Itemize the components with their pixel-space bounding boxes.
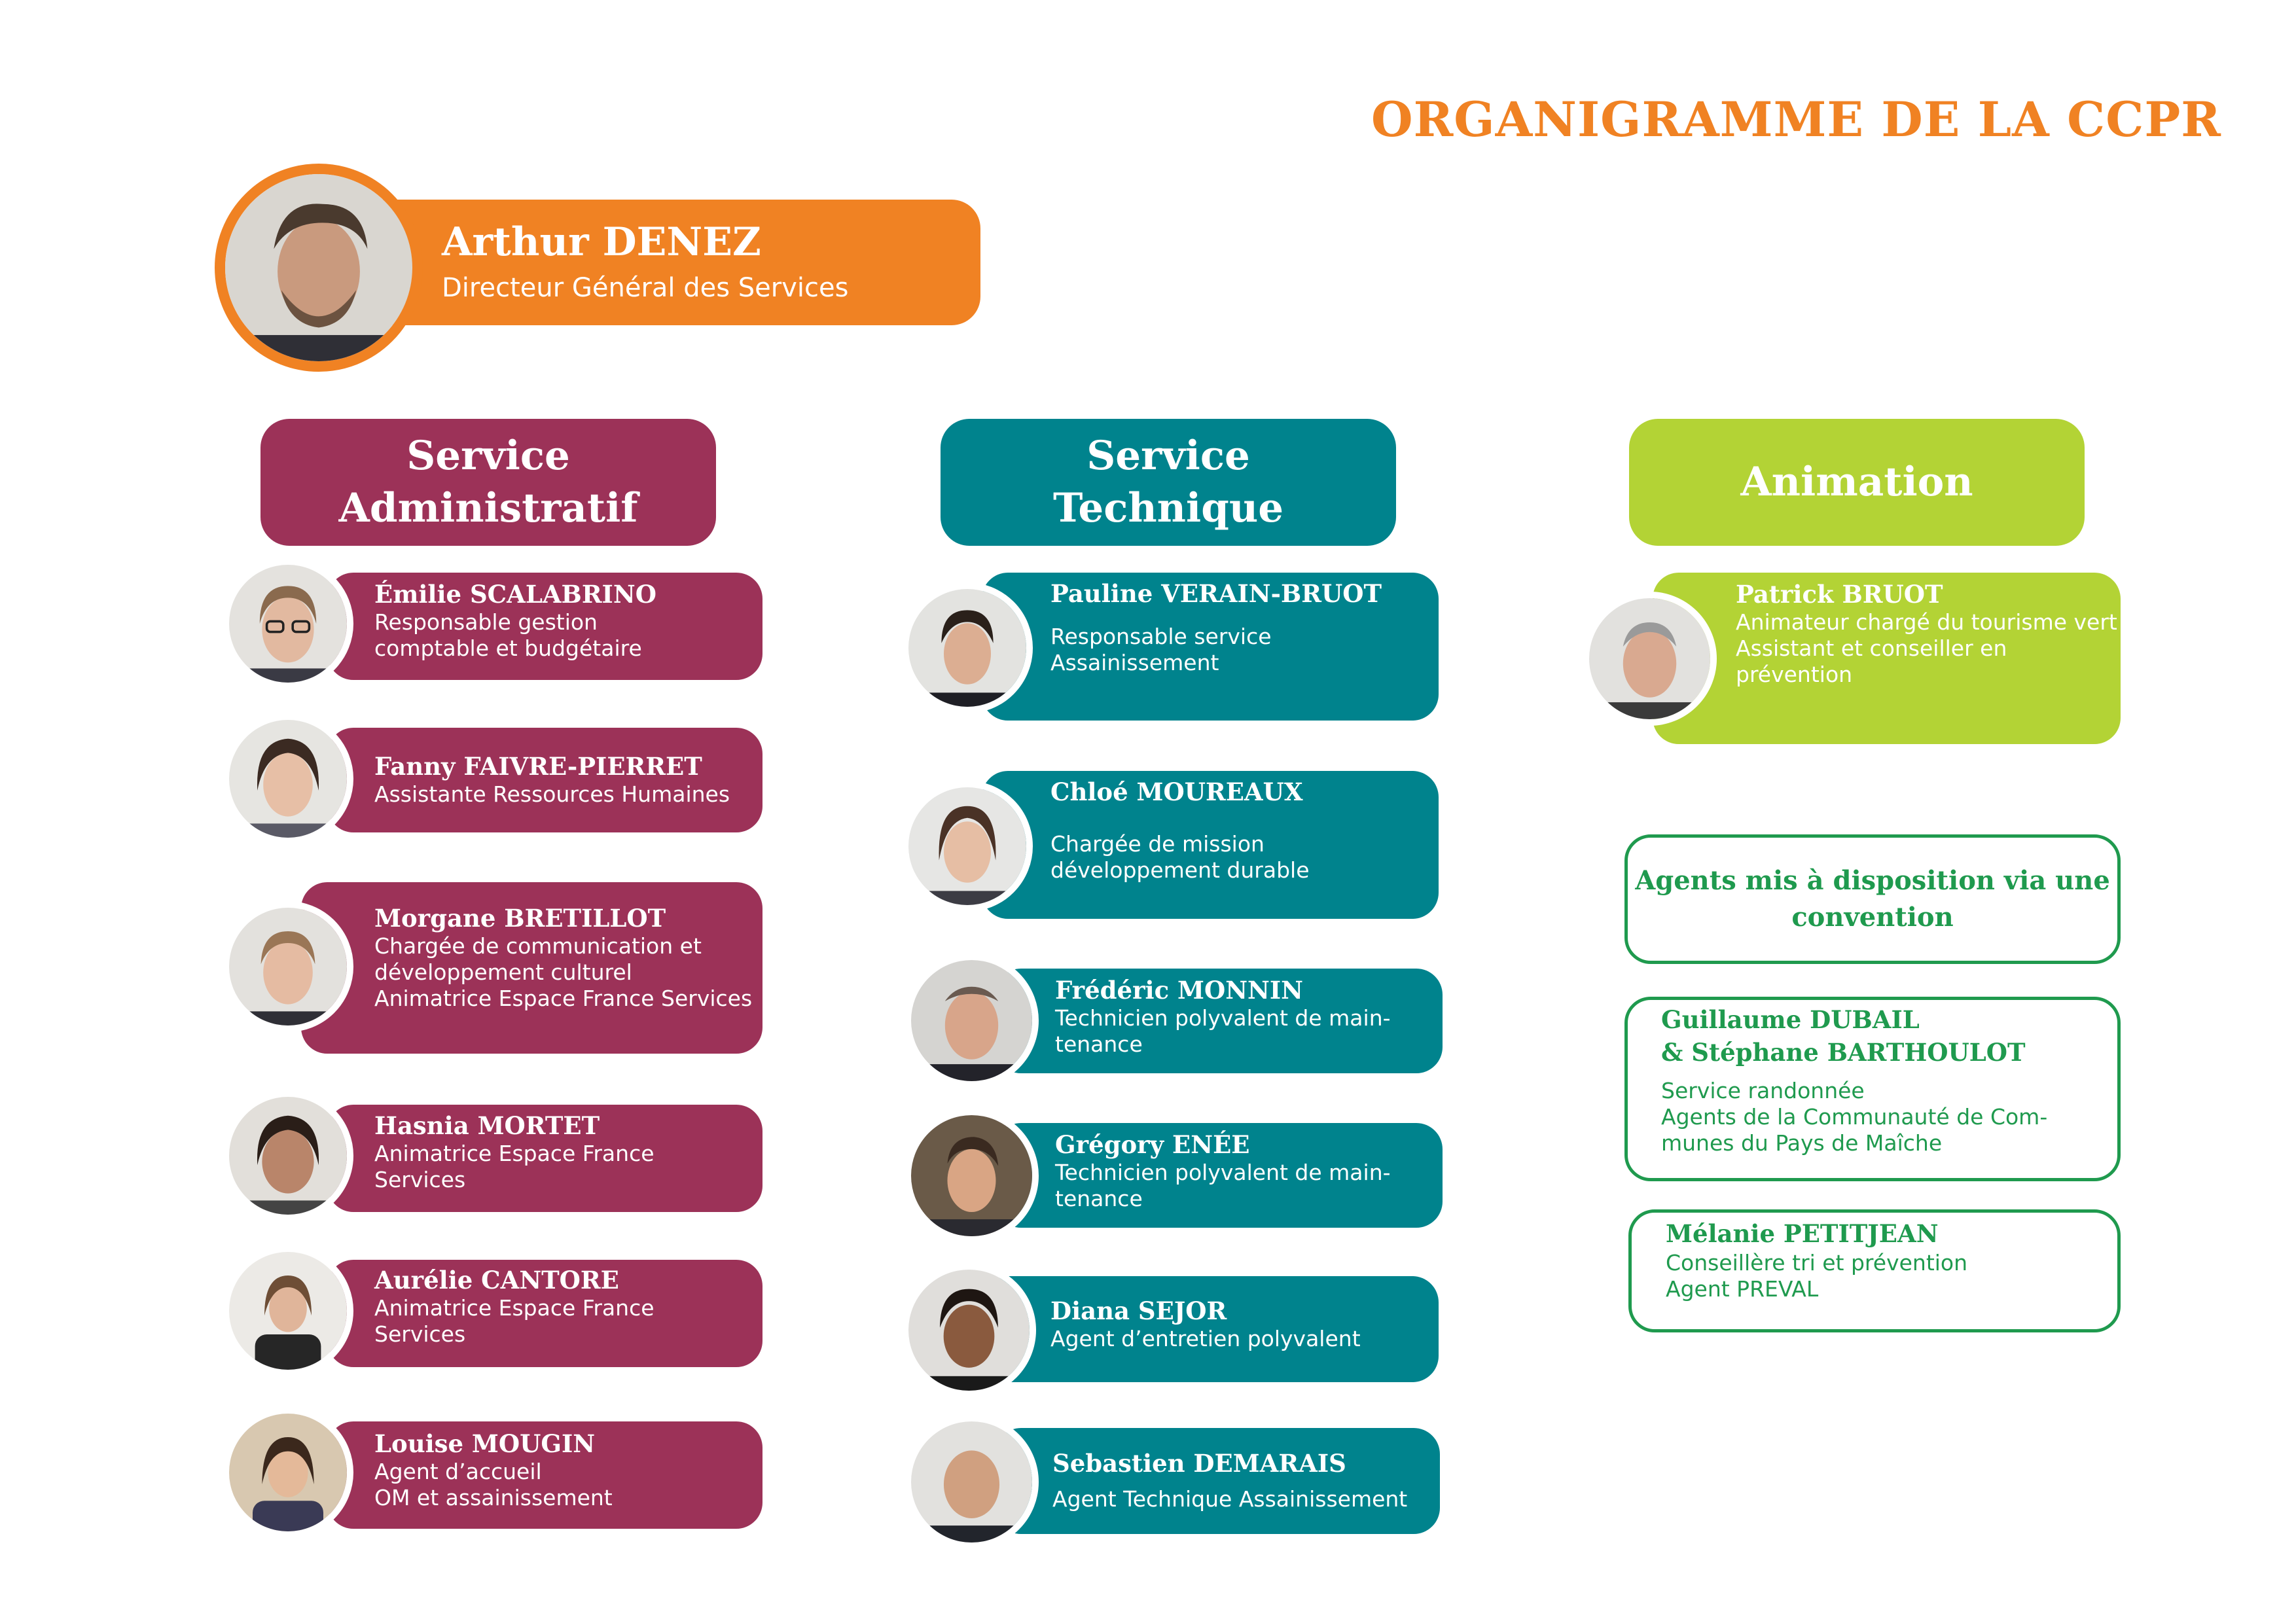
member-name: Sebastien DEMARAIS xyxy=(1052,1449,1346,1478)
member-role: prévention xyxy=(1736,662,1853,687)
member-photo xyxy=(223,901,353,1032)
member-text xyxy=(1050,1296,1361,1352)
header-service-technique xyxy=(941,419,1396,546)
member-photo xyxy=(902,582,1033,713)
header-line1: Animation xyxy=(1740,459,1973,505)
director-name: Arthur DENEZ xyxy=(442,219,761,265)
member-role: Agent Technique Assainissement xyxy=(1052,1486,1408,1512)
member-text xyxy=(1050,578,1382,676)
member-role: Responsable service xyxy=(1050,624,1272,649)
convention-header-box xyxy=(1624,834,2121,964)
member-role: OM et assainissement xyxy=(374,1485,613,1510)
member-text xyxy=(374,751,730,808)
member-photo xyxy=(1583,592,1717,726)
member-role: Technicien polyvalent de main- xyxy=(1055,1005,1391,1031)
member-name: Louise MOUGIN xyxy=(374,1429,596,1458)
header-service-administratif xyxy=(260,419,716,546)
member-photo xyxy=(223,1090,353,1221)
member-name: Frédéric MONNIN xyxy=(1055,976,1303,1005)
member-photo xyxy=(223,1245,353,1376)
member-name: Pauline VERAIN-BRUOT xyxy=(1050,579,1382,608)
member-photo xyxy=(223,713,353,844)
member-role: Responsable gestion xyxy=(374,609,598,635)
member-photo xyxy=(902,781,1033,912)
convention-group-name: Guillaume DUBAIL xyxy=(1661,1005,1920,1034)
member-photo xyxy=(902,1263,1036,1397)
convention-group-text xyxy=(1666,1217,1967,1302)
member-role: Services xyxy=(374,1321,466,1347)
convention-group-role: Service randonnée xyxy=(1661,1078,1865,1103)
member-name: Patrick BRUOT xyxy=(1736,580,1943,609)
member-name: Aurélie CANTORE xyxy=(374,1266,619,1294)
member-role: Technicien polyvalent de main- xyxy=(1055,1160,1391,1185)
member-role: Assistant et conseiller en xyxy=(1736,635,2007,661)
convention-group-role: munes du Pays de Maîche xyxy=(1661,1130,1943,1156)
header-line1: Service xyxy=(1086,433,1250,479)
member-photo xyxy=(905,1415,1039,1549)
header-line2: Administratif xyxy=(338,485,638,531)
member-name: Émilie SCALABRINO xyxy=(374,580,656,609)
member-text xyxy=(1055,975,1391,1058)
member-role: comptable et budgétaire xyxy=(374,635,642,661)
header-animation xyxy=(1629,419,2085,546)
member-role: développement durable xyxy=(1050,857,1310,883)
convention-group-name: & Stéphane BARTHOULOT xyxy=(1661,1038,2026,1067)
convention-group-role: Conseillère tri et prévention xyxy=(1666,1250,1968,1275)
member-photo xyxy=(223,1407,353,1538)
member-role: Assainissement xyxy=(1050,650,1219,675)
member-text xyxy=(374,579,656,662)
convention-group-role: Agents de la Communauté de Com- xyxy=(1661,1104,2048,1130)
director-text xyxy=(442,216,848,308)
member-name: Hasnia MORTET xyxy=(374,1111,600,1140)
member-role: Animateur chargé du tourisme vert xyxy=(1736,609,2117,635)
member-name: Chloé MOUREAUX xyxy=(1050,777,1303,806)
member-photo xyxy=(223,558,353,689)
member-text xyxy=(1052,1448,1407,1512)
page-title: ORGANIGRAMME DE LA CCPR xyxy=(1371,92,2221,148)
member-role: Services xyxy=(374,1167,466,1192)
member-photo xyxy=(905,1109,1039,1243)
member-name: Fanny FAIVRE-PIERRET xyxy=(374,752,702,781)
member-text xyxy=(374,903,752,1012)
member-role: Animatrice Espace France xyxy=(374,1295,655,1321)
header-line2: Technique xyxy=(1052,485,1284,531)
member-text xyxy=(374,1111,655,1193)
convention-group-name: Mélanie PETITJEAN xyxy=(1666,1219,1939,1248)
member-role: Chargée de communication et xyxy=(374,933,702,959)
member-text xyxy=(1055,1130,1391,1212)
member-text xyxy=(1736,579,2117,688)
director-role: Directeur Général des Services xyxy=(442,273,849,303)
convention-group-text xyxy=(1661,1003,2047,1156)
member-role: Chargée de mission xyxy=(1050,831,1265,857)
convention-heading-line2: convention xyxy=(1791,902,1954,933)
director-photo xyxy=(215,164,423,372)
member-role: tenance xyxy=(1055,1031,1143,1057)
member-text xyxy=(374,1265,655,1347)
member-role: Animatrice Espace France Services xyxy=(374,986,753,1011)
member-role: Agent d’entretien polyvalent xyxy=(1050,1326,1361,1351)
member-role: tenance xyxy=(1055,1186,1143,1211)
header-line1: Service xyxy=(406,433,570,479)
member-role: développement culturel xyxy=(374,959,632,985)
member-name: Morgane BRETILLOT xyxy=(374,904,666,933)
member-name: Diana SEJOR xyxy=(1050,1296,1227,1325)
member-name: Grégory ENÉE xyxy=(1055,1130,1250,1159)
member-text xyxy=(1050,776,1310,883)
member-role: Agent d’accueil xyxy=(374,1459,542,1484)
member-photo xyxy=(905,954,1039,1088)
member-text xyxy=(374,1429,613,1511)
convention-heading-line1: Agents mis à disposition via une xyxy=(1635,865,2110,896)
convention-group-role: Agent PREVAL xyxy=(1666,1276,1819,1302)
member-role: Assistante Ressources Humaines xyxy=(374,781,730,807)
member-role: Animatrice Espace France xyxy=(374,1141,655,1166)
